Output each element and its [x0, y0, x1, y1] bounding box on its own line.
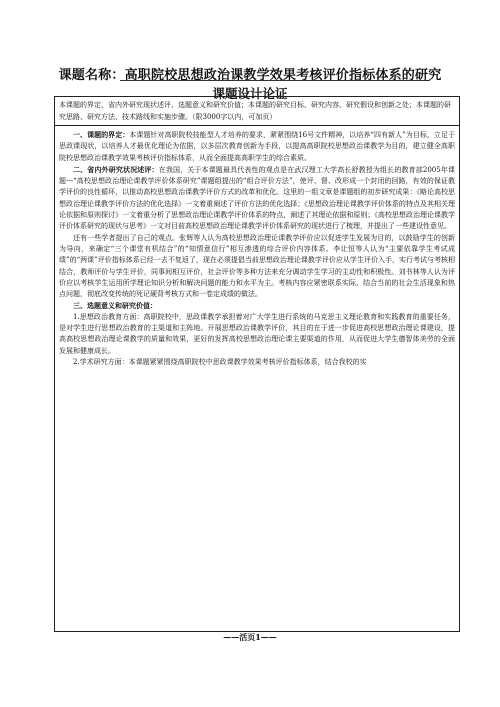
section-text: 本课题针对高职院校技能型人才培养的要求，紧紧围绕16号文件精神，以培养“四有新人”为目标，立足于思政课现状，以培养人才最优化理论为依据，以多层次教育创新为手段，以提高高职院校思想政治课教学为目的，建立健全高职院校思想政治课教学效果考核评价指标体系，从而全面提高高职学生的综合素质。: [59, 131, 455, 162]
section-significance-heading: 三、选题意义和研究价值：: [73, 301, 157, 311]
section-text: 2.学术研究方面：本课题紧紧围绕高职院校中思政课教学效果考核评价指标体系，结合我校的实: [73, 357, 367, 366]
page-title: 课题名称：高职院校思想政治课教学效果考核评价指标体系的研究: [58, 68, 442, 83]
design-form-table: [54, 96, 460, 632]
section-text: 1.思想政治教育方面：高职院校中，思政课教学承担着对广大学生进行系统的马克思主义理论教育和实践教育的重要任务，是对学生进行思想政治教育的主渠道和主阵地。开展思想政治课教学评价，其目的在于进一步促进高校思想政治理论课建设，提高高校思想政治理论课教学的质量和效果，更好的发挥高校思想政治理论课主要渠道的作用，从而促进大学生德智体美劳的全面发展和健康成长。: [59, 312, 455, 355]
section-scholar-views: [59, 233, 455, 301]
page-footer: ——活页1——: [223, 632, 277, 642]
section-text: 还有一些学者提出了自己的观点。张辉等人认为高校思想政治理论课教学评价应以促进学生发展为目的，以鼓励学生的创新为导向，来确定“三个课堂有机结合”的“知情意信行”相互渗透的综合评价内容体系。李让恒等人认为“主要依靠学生考试成绩”的“两课”评价指标体系已经一去不复返了，现在必须提倡当前思想政治理论课教学评价应从学生评价入手，实行考试与考核相结合，教师评价与学生评价，同事间相互评价，社会评价等多种方法来充分调动学生学习的主动性和积极性。刘书林等人认为评价应以考核学生运用所学理论知识分析和解决问题的能力和水平为主。考核内容应紧密联系实际，结合当前的社会生活现象和热点问题，彻底改变传统的死记硬背考核方式和一卷定成绩的做法。: [59, 233, 455, 299]
section-heading: 一、课题的界定：: [73, 130, 130, 139]
section-definition: [59, 129, 455, 164]
form-subtitle: 课题设计论证: [212, 86, 288, 101]
section-research-status: [59, 164, 455, 233]
instruction-cell: 本课题的界定，省内外研究现状述评、选题意义和研究价值；本课题的研究目标、研究内容、研究假设和创新之处；本课题的研究思路、研究方法、技术路线和实施步骤。（限3000字以内，可加页）: [55, 97, 459, 126]
form-body: [55, 126, 459, 368]
section-heading: 二、省内外研究状况述评：: [73, 164, 159, 174]
section-significance-1: [59, 312, 455, 357]
title-underline: [120, 80, 430, 81]
section-significance-2: [59, 357, 455, 368]
section-text: 在我国，关于本课题最具代表性的观点是在武汉理工大学高长舒教授为组长的教育部2005年课题---“高校思想政治理论课教学评价体系研究”课题组提出的“组合评价方法”，使评、督、改形成一个封闭的回路，有效的保证教学评价的良性循环，以推动高校思想政治课教学评价方式的改革和优化。这里的一组文章是课题组的初步研究成果：《略论高校思想政治理论课教学评价方法的优化选择》一文着重阐述了评价方法的优化选择；《思想政治理论课教学评价体系的特点及其相关理论依据和原则探讨》一文着重分析了思想政治理论课教学评价体系的特点，阐述了其理论依据和原则；《高校思想政治理论课教学评价体系研究的现状与思考》一文对目前高校思想政治理论课教学评价体系研究的现状进行了梳理，并提出了一些建设性意见。: [59, 165, 455, 231]
